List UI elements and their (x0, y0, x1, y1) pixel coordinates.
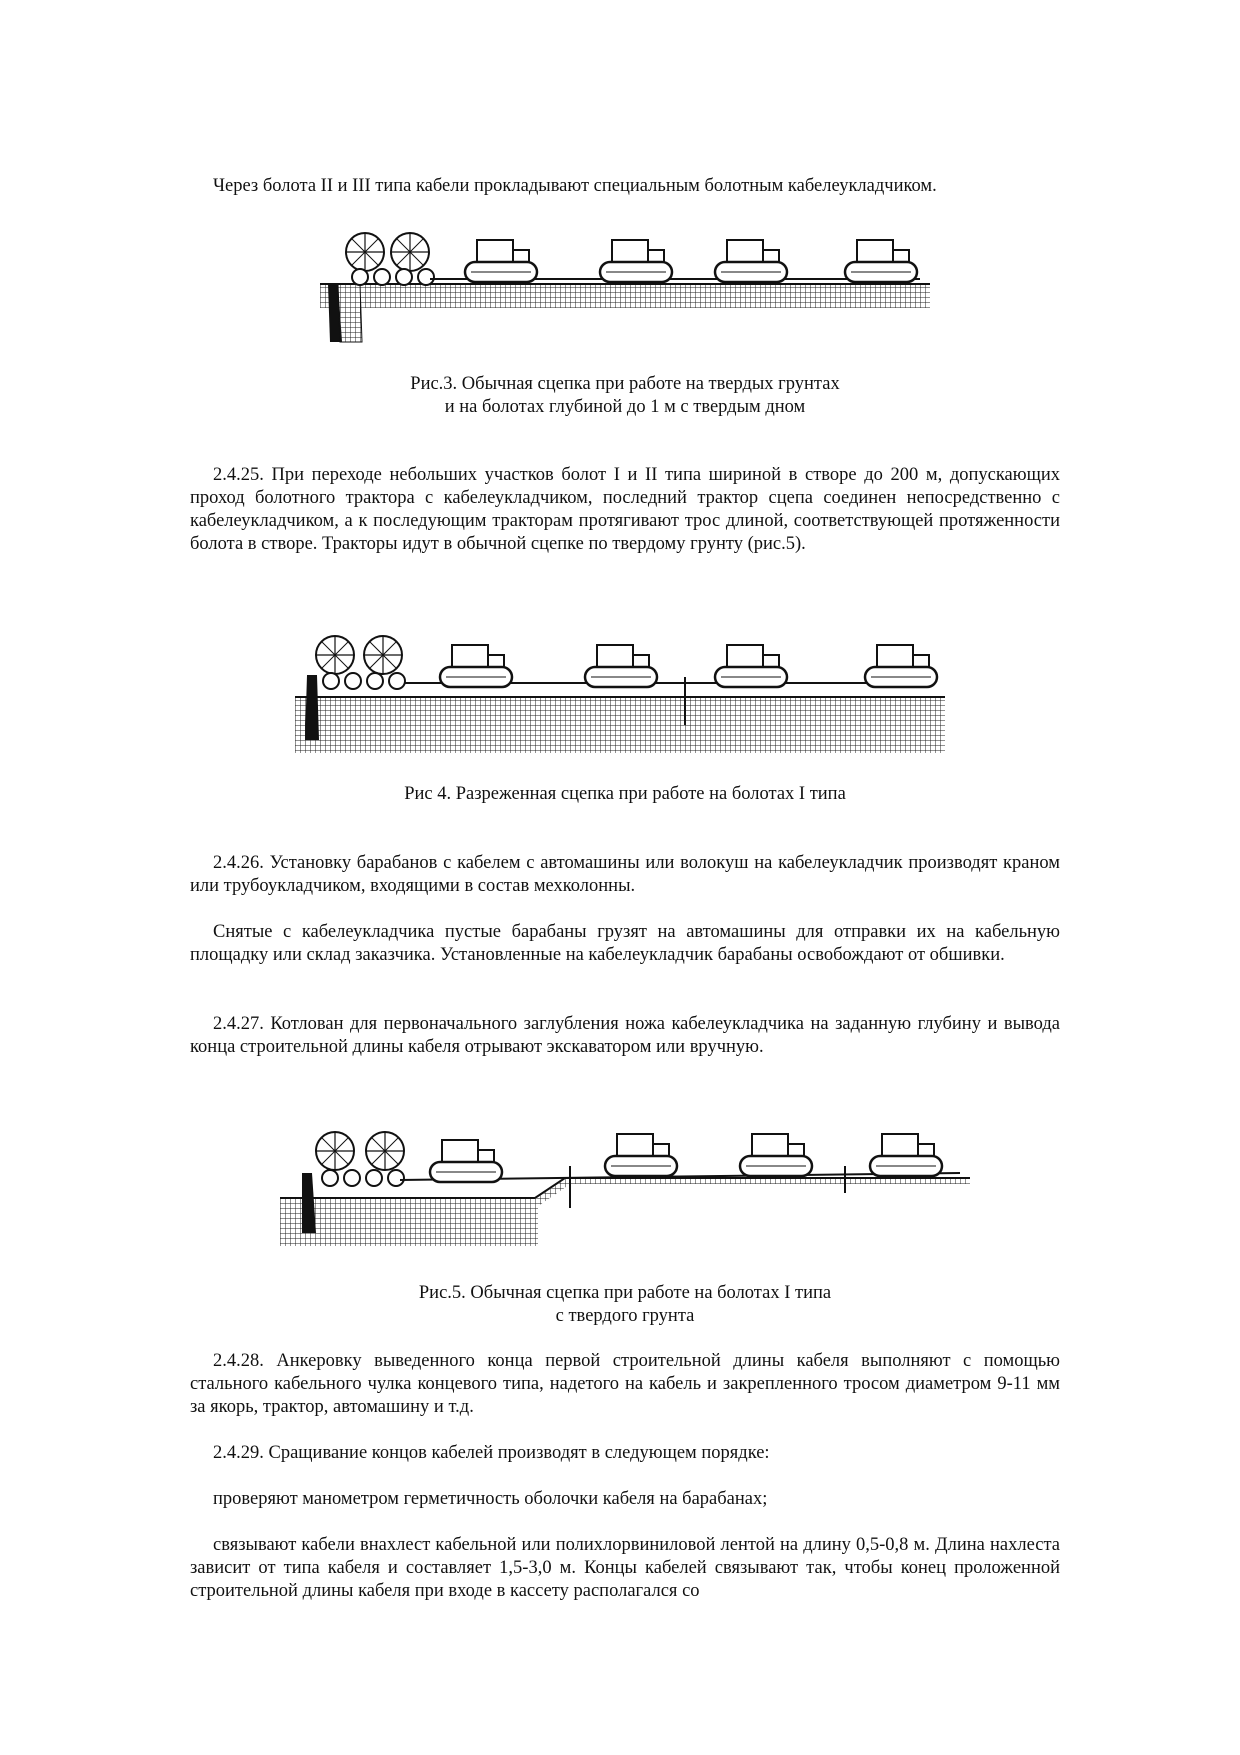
paragraph-check-pressure: проверяют манометром герметичность оболочки кабеля на барабанах; (213, 1489, 768, 1509)
figure-3-diagram (320, 222, 930, 347)
figure-4-diagram (295, 625, 955, 755)
figure-5-caption-line2: с твердого грунта (555, 1306, 695, 1326)
figure-5-caption-line1: Рис.5. Обычная сцепка при работе на болотах I типа (418, 1283, 832, 1303)
paragraph-overlap: связывают кабели внахлест кабельной или полихлорвиниловой лентой на длину 0,5-0,8 м. Длина нахлеста зависит от типа кабеля и составляет 1,5-3,0 м. Концы кабелей связывают так, чтобы конец проложенной строительной длины кабеля при входе в кассету располагался со (190, 1535, 1060, 1601)
paragraph-2-4-26: 2.4.26. Установку барабанов с кабелем с автомашины или волокуш на кабелеукладчик производят краном или трубоукладчиком, входящими в состав мехколонны. (190, 853, 1060, 896)
figure-4-caption: Рис 4. Разреженная сцепка при работе на болотах I типа (404, 784, 846, 804)
paragraph-2-4-25: 2.4.25. При переходе небольших участков болот I и II типа шириной в створе до 200 м, допускающих проход болотного трактора с кабелеукладчиком, последний трактор сцепа соединен непосредственно с кабелеукладчиком, а к последующим тракторам протягивают трос длиной, соответствующей протяженности болота в створе. Тракторы идут в обычной сцепке по твердому грунту (рис.5). (190, 465, 1060, 554)
paragraph-2-4-29: 2.4.29. Сращивание концов кабелей производят в следующем порядке: (213, 1443, 770, 1463)
paragraph-2-4-27: 2.4.27. Котлован для первоначального заглубления ножа кабелеукладчика на заданную глубину и вывода конца строительной длины кабеля отрывают экскаватором или вручную. (190, 1014, 1060, 1057)
paragraph-intro: Через болота II и III типа кабели прокладывают специальным болотным кабелеукладчиком. (213, 176, 937, 196)
figure-3-caption-line1: Рис.3. Обычная сцепка при работе на твердых грунтах (410, 374, 840, 394)
figure-3-caption-line2: и на болотах глубиной до 1 м с твердым дном (444, 397, 806, 417)
figure-5-diagram (280, 1118, 970, 1253)
paragraph-2-4-28: 2.4.28. Анкеровку выведенного конца первой строительной длины кабеля выполняют с помощью стального кабельного чулка концевого типа, надетого на кабель и закрепленного тросом диаметром 9-11 мм за якорь, трактор, автомашину и т.д. (190, 1351, 1060, 1417)
paragraph-empty-drums: Снятые с кабелеукладчика пустые барабаны грузят на автомашины для отправки их на кабельную площадку или склад заказчика. Установленные на кабелеукладчик барабаны освобождают от обшивки. (190, 922, 1060, 965)
